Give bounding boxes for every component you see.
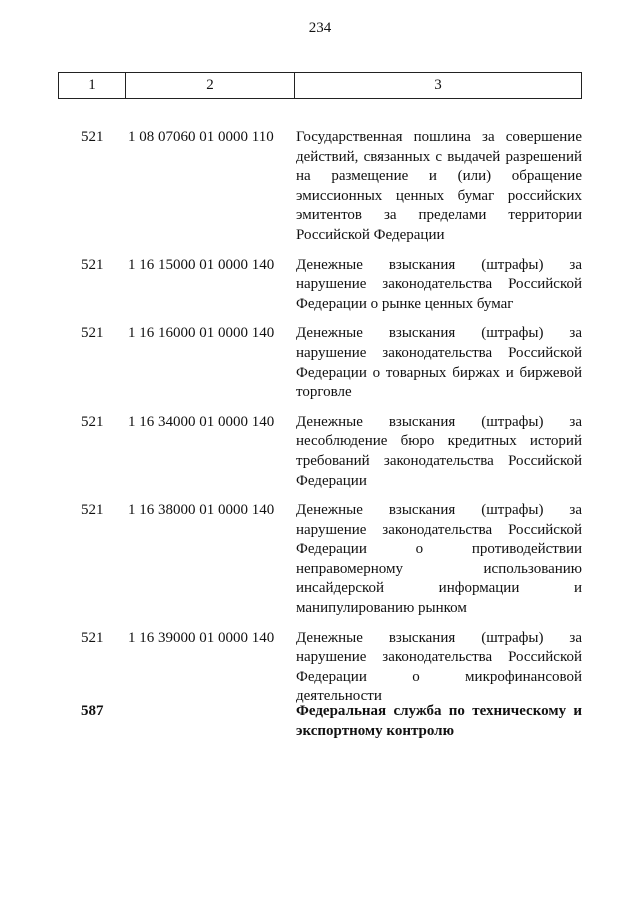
admin-code: 521 (81, 256, 104, 273)
header-col-2: 2 (126, 73, 295, 98)
revenue-description: Денежные взыскания (штрафы) за нарушение законодательства Российской Федерации о рынке ценных бумаг (296, 256, 582, 312)
page-number: 234 (308, 20, 332, 36)
budget-code: 1 16 15000 01 0000 140 (128, 256, 275, 273)
budget-code: 1 16 16000 01 0000 140 (128, 325, 275, 342)
revenue-description: Денежные взыскания (штрафы) за нарушение законодательства Российской Федерации о противодействии неправомерному использованию инсайдерской информации и манипулированию рынком (296, 502, 582, 617)
table-row (0, 413, 640, 491)
table-row (0, 324, 640, 402)
budget-code: 1 08 07060 01 0000 110 (128, 129, 274, 145)
table-body (0, 128, 640, 717)
revenue-description: Денежные взыскания (штрафы) за нарушение законодательства Российской Федерации о товарных биржах и биржевой торговле (296, 325, 582, 401)
header-col-3: 3 (434, 77, 442, 93)
budget-code: 1 16 34000 01 0000 140 (128, 413, 275, 430)
agency-section-heading (0, 702, 640, 741)
admin-code: 521 (81, 629, 104, 646)
agency-title: Федеральная служба по техническому и экспортному контролю (296, 703, 582, 739)
table-header (58, 72, 582, 99)
admin-code: 521 (81, 325, 104, 342)
revenue-description: Денежные взыскания (штрафы) за нарушение законодательства Российской Федерации о микрофинансовой деятельности (296, 629, 582, 705)
agency-code: 587 (81, 703, 104, 719)
revenue-description: Государственная пошлина за совершение действий, связанных с выдачей разрешений на размещение и (или) обращение эмиссионных ценных бумаг российских эмитентов за пределами территории Российской Федерации (296, 129, 582, 243)
table-row (0, 256, 640, 315)
table-row (0, 501, 640, 619)
budget-code: 1 16 39000 01 0000 140 (128, 629, 275, 646)
admin-code: 521 (81, 413, 104, 430)
budget-code: 1 16 38000 01 0000 140 (128, 502, 275, 519)
revenue-description: Денежные взыскания (штрафы) за несоблюдение бюро кредитных историй требований законодательства Российской Федерации (296, 413, 582, 489)
admin-code: 521 (81, 502, 104, 519)
table-row (0, 629, 640, 707)
header-col-1: 1 (59, 73, 126, 98)
admin-code: 521 (81, 129, 104, 145)
table-row (0, 128, 640, 246)
